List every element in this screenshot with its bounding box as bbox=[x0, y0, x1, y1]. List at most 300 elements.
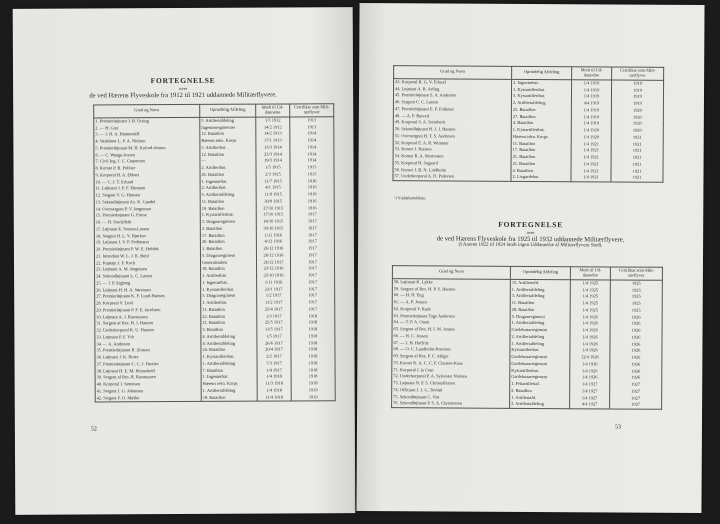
cell-name: 16. — H. Stockfleth bbox=[94, 219, 200, 226]
left-heading bbox=[13, 75, 353, 100]
cell-unit: 18. Bataillon bbox=[201, 394, 257, 402]
cell-name: 5. Premierløjtnant M. H. Koford-Jensen bbox=[94, 145, 200, 152]
cell-certificate: 1918 bbox=[291, 353, 335, 360]
cell-unit: 12. Bataillon bbox=[200, 151, 256, 158]
cell-start: 1/4 1925 bbox=[570, 307, 610, 314]
cell-certificate: 1917 bbox=[291, 299, 335, 306]
cell-name: 43. Korporal R. G. V. Erlund bbox=[394, 78, 512, 86]
cell-unit: 5. Dragonregiment bbox=[201, 293, 257, 300]
col-header-unit: Oprindelig Afdeling bbox=[512, 66, 572, 79]
col-header-unit: Oprindelig Afdeling bbox=[510, 266, 570, 279]
cell-name: 38. Løjtnant H. E. M. Hennebold bbox=[95, 367, 201, 374]
cell-certificate: 1927 bbox=[610, 395, 662, 402]
cell-name: 33. Løjtnant P. F. Ydr bbox=[95, 334, 201, 341]
cell-unit: Hærens tekn. Korps bbox=[200, 138, 256, 145]
cell-start: 1/4 1919 bbox=[571, 114, 611, 121]
cell-unit: 4. Bataillon bbox=[511, 120, 571, 127]
cell-name: 59. Sergent af Res. H. P. S. Hansen bbox=[392, 286, 510, 293]
left-table-header bbox=[94, 104, 334, 118]
cell-name: 53. Kornet J. Hansen bbox=[393, 146, 511, 153]
cell-name: 17. Løjtnant E. Sensen-Lassen bbox=[94, 226, 200, 233]
cell-start: 1/11 1916 bbox=[257, 279, 291, 286]
cell-certificate: 1927 bbox=[610, 388, 662, 395]
cell-unit: Kystartilleribat. bbox=[510, 367, 570, 374]
cell-name: 15. Premierløjtnant G. Friese bbox=[94, 212, 200, 219]
cell-name: 18. Sergent H. L. V. Bjørkov bbox=[94, 232, 200, 239]
cell-name: 22. Kaptajn J. P. Koch bbox=[94, 259, 200, 266]
cell-certificate: 1920 bbox=[611, 107, 663, 114]
cell-certificate: 1917 bbox=[291, 272, 335, 279]
cell-start: 11/3 1918 bbox=[257, 380, 291, 387]
cell-start: 1/4 1926 bbox=[570, 347, 610, 354]
table-row bbox=[392, 400, 662, 409]
cell-certificate: 1921 bbox=[611, 168, 663, 175]
cell-unit: 11. Bataillon bbox=[510, 300, 570, 307]
cell-certificate: 1925 bbox=[610, 300, 662, 307]
cell-name: 36. Løjtnant J. K. Hoier bbox=[95, 354, 201, 361]
cell-start: 17/1 1913 bbox=[256, 137, 290, 144]
cell-unit: 7. Bataillon bbox=[201, 367, 257, 374]
cell-certificate: 1919 bbox=[291, 394, 335, 401]
cell-start: 1/4 1927 bbox=[570, 395, 610, 402]
cell-name: 30. Løjtnant A. J. Rasmussen bbox=[95, 313, 201, 320]
cell-certificate: 1919 bbox=[612, 80, 664, 88]
cell-start: 4/4 1927 bbox=[570, 401, 610, 408]
cell-name: 19. Løjtnant J. V. P. Fedtmann bbox=[94, 239, 200, 246]
left-over: over bbox=[179, 85, 188, 92]
col-header-certificate: Certifikat som Mili-tærflyver bbox=[612, 67, 664, 80]
cell-start: 1/4 1920 bbox=[571, 134, 611, 141]
cell-start: 30/9 1915 bbox=[256, 198, 290, 205]
cell-name: 52. Korporal E. A. R. Wimmer bbox=[393, 140, 511, 147]
cell-start: 30/10 1915 bbox=[256, 225, 290, 232]
cell-certificate: 1925 bbox=[610, 280, 662, 288]
cell-unit: 5. Artilleriafdeling bbox=[200, 117, 256, 125]
cell-unit: 19. Bataillon bbox=[200, 205, 256, 212]
right-page bbox=[356, 3, 704, 513]
cell-certificate: 1918 bbox=[291, 340, 335, 347]
cell-unit: 1. Kystartilleribat. bbox=[511, 127, 571, 134]
cell-certificate: 1921 bbox=[611, 175, 663, 183]
col-header-name: Grad og Navn bbox=[392, 266, 510, 279]
cell-name: 25. — J. P. Ergberg bbox=[95, 280, 201, 287]
cell-unit: 4. Artilleriafdeling bbox=[201, 340, 257, 347]
cell-start: 1/4 1920 bbox=[571, 127, 611, 134]
cell-certificate: 1920 bbox=[611, 121, 663, 128]
cell-unit: 2. Ingeniørbat. bbox=[512, 79, 572, 87]
cell-unit: 3. Bataillon bbox=[201, 327, 257, 334]
cell-start: 1/4 1919 bbox=[571, 93, 611, 100]
cell-certificate: 1921 bbox=[611, 134, 663, 141]
cell-start: 1/4 1926 bbox=[570, 314, 610, 321]
cell-start: 1/4 1926 bbox=[570, 334, 610, 341]
cell-start: 25/10 1916 bbox=[257, 272, 291, 279]
cell-unit: 1. Artilleriafdeling bbox=[510, 340, 570, 347]
cell-certificate: 1918 bbox=[291, 360, 335, 367]
cell-start: 1/4 1918 bbox=[257, 374, 291, 381]
cell-certificate: 1914 bbox=[290, 137, 334, 144]
cell-unit: 1. Kystartilleribat. bbox=[201, 354, 257, 361]
cell-name: 66. — H. C. Jensen bbox=[392, 333, 510, 340]
cell-start: 1/4 1921 bbox=[571, 168, 611, 175]
left-register-table bbox=[93, 103, 336, 402]
cell-unit: 24. Bataillon bbox=[201, 347, 257, 354]
cell-certificate: 1926 bbox=[610, 354, 662, 361]
cell-name: 34. — A. Andersen bbox=[95, 340, 201, 347]
cell-name: 47. Premierløjtnant E. F. Folkmar bbox=[393, 106, 511, 113]
cell-unit: — bbox=[200, 158, 256, 165]
cell-start: 4/4 1919 bbox=[571, 100, 611, 107]
cell-start: 1/4 1926 bbox=[570, 368, 610, 375]
cell-certificate: 1926 bbox=[610, 368, 662, 375]
cell-name: 28. Korporal V. Lind bbox=[95, 300, 201, 307]
cell-certificate: 1916 bbox=[290, 184, 334, 191]
right-subtitle: de ved Hærens Flyveskole fra 1925 til 1932 uddannede Militærflyvere. bbox=[436, 235, 625, 244]
right-register-table-2 bbox=[391, 265, 663, 410]
cell-start: 23/1 1917 bbox=[257, 286, 291, 293]
cell-name: 41. Sergent J. G. Johansen bbox=[95, 388, 201, 395]
cell-certificate: 1917 bbox=[291, 286, 335, 293]
right-over: over bbox=[526, 229, 535, 236]
cell-unit: 2. Artilleribat. bbox=[200, 165, 256, 172]
cell-unit: 1. Artilleriafdeling bbox=[510, 320, 570, 327]
cell-name: 72. Underkorporal P. A. Sylvester Nielsen bbox=[392, 373, 510, 380]
cell-unit: 1. Artilleribat. bbox=[201, 273, 257, 280]
cell-unit: 17. Bataillon bbox=[511, 147, 571, 154]
cell-certificate: 1914 bbox=[290, 144, 334, 151]
cell-start: 1/4 1921 bbox=[571, 141, 611, 148]
right-register-table-1 bbox=[392, 65, 664, 183]
cell-certificate: 1927 bbox=[610, 381, 662, 388]
cell-start: 1/11 1916 bbox=[256, 232, 290, 239]
cell-certificate: 1926 bbox=[610, 334, 662, 341]
cell-unit: 1. Artilleribat. bbox=[201, 300, 257, 307]
cell-name: 8. Kornet P. B. Pollner bbox=[94, 165, 200, 172]
cell-certificate: 1926 bbox=[610, 348, 662, 355]
cell-name: 9. Korporal H. A. Ebbert bbox=[94, 172, 200, 179]
left-subtitle: de ved Hærens Flyveskole fra 1912 til 1921 uddannede Militærflyvere. bbox=[89, 91, 277, 100]
cell-unit: Hærens tekn. Korps bbox=[511, 134, 571, 141]
cell-start: 1/4 1919 bbox=[572, 79, 612, 86]
cell-unit: 1. Artilleriafdeling bbox=[201, 387, 257, 394]
cell-start: 2/3 1915 bbox=[256, 171, 290, 178]
cell-unit: 11. Bataillon bbox=[511, 140, 571, 147]
cell-unit: 25. Bataillon bbox=[511, 107, 571, 114]
cell-name: 55. Korporal H. Sogaard bbox=[393, 160, 511, 167]
cell-start: 23/3 1914 bbox=[256, 151, 290, 158]
cell-name: 23. Løjtnant A. M. Jørgensen bbox=[95, 266, 201, 273]
cell-name: 27. Premierløjtnant K. F. Lund-Hansen bbox=[95, 293, 201, 300]
cell-unit: 11. Bataillon bbox=[201, 306, 257, 313]
cell-certificate: 1925 bbox=[610, 294, 662, 301]
cell-start: 4/12 1916 bbox=[256, 239, 290, 246]
cell-name: 32. Underkorporal K. U. Hansen bbox=[95, 327, 201, 334]
cell-name: 6. — C. Waage-Jessen bbox=[94, 151, 200, 158]
cell-unit: 45. Bataillon bbox=[200, 171, 256, 178]
cell-certificate: 1927 bbox=[610, 402, 662, 410]
cell-start: 1/4 1926 bbox=[570, 327, 610, 334]
cell-start: 11/4 1918 bbox=[257, 394, 291, 401]
right-heading bbox=[358, 219, 703, 249]
cell-name: 12. Sergent V. G. Hansen bbox=[94, 192, 200, 199]
cell-unit: 17. Bataillon bbox=[200, 232, 256, 239]
cell-start: 1/2 1917 bbox=[257, 293, 291, 300]
cell-unit: 18. Bataillon bbox=[201, 266, 257, 273]
cell-unit: 2. Artilleribat. bbox=[200, 185, 256, 192]
cell-certificate: 1916 bbox=[290, 198, 334, 205]
cell-unit: 2. Artilleriafdeling bbox=[511, 100, 571, 107]
cell-start: 1/4 1921 bbox=[571, 154, 611, 161]
cell-unit: 1. Artilleriafdeling bbox=[201, 360, 257, 367]
cell-unit: 21. Bataillon bbox=[201, 320, 257, 327]
cell-certificate: 1926 bbox=[610, 375, 662, 382]
cell-certificate: 1919 bbox=[611, 100, 663, 107]
page-number-right: 53 bbox=[614, 424, 621, 431]
cell-start: 20/4 1917 bbox=[257, 347, 291, 354]
cell-unit: 1. Kystartilleribat. bbox=[512, 86, 572, 93]
cell-start: 1/4 1926 bbox=[570, 374, 610, 381]
cell-start: 1/3 1912 bbox=[256, 117, 290, 124]
cell-name: 20. Premierløjtnant P. W. E. Holdek bbox=[94, 246, 200, 253]
cell-certificate: 1919 bbox=[291, 387, 335, 394]
cell-start: 1/4 1925 bbox=[570, 287, 610, 294]
cell-unit: 15. Artilleriafd. bbox=[510, 279, 570, 287]
right-note: (I Aarene 1922 til 1924 fandt ingen Uddannelse af Militærflyvere Sted). bbox=[458, 242, 603, 249]
table-row bbox=[393, 173, 663, 182]
col-header-certificate: Certifikat som Mili-tærflyver bbox=[610, 267, 662, 280]
cell-certificate: 1917 bbox=[290, 232, 334, 239]
cell-certificate: 1919 bbox=[612, 87, 664, 94]
cell-start: 11/2 1917 bbox=[257, 299, 291, 306]
cell-start: 1/4 1925 bbox=[570, 300, 610, 307]
cell-certificate: 1919 bbox=[611, 94, 663, 101]
cell-unit: 1. Feltartilleriaf. bbox=[510, 381, 570, 388]
cell-name: 14. Oversergent P. V. Jørgensen bbox=[94, 205, 200, 212]
cell-certificate: 1917 bbox=[290, 238, 334, 245]
cell-unit: 2. Artilleriafdeling bbox=[510, 334, 570, 341]
cell-name: 31. Sergent af Res. H. J. Hansen bbox=[95, 320, 201, 327]
cell-unit: 2. Livgardebat. bbox=[511, 174, 571, 182]
cell-unit: 1. Ingeniørbat. bbox=[200, 178, 256, 185]
cell-name: 29. Premierløjtnant P. F. E. Jacobsen bbox=[95, 307, 201, 314]
cell-name: 13. Sekondløjtnant Ax. K. Gandel bbox=[94, 199, 200, 206]
cell-certificate: 1920 bbox=[611, 127, 663, 134]
cell-unit: Kystartilleribat. bbox=[510, 347, 570, 354]
cell-unit: 5. Dragonregiment bbox=[200, 252, 256, 259]
cell-certificate: 1921 bbox=[611, 141, 663, 148]
cell-name: 71. Korporal J. la Cour bbox=[392, 367, 510, 374]
cell-start: 26/12 1917 bbox=[256, 259, 290, 266]
cell-certificate: 1918 bbox=[291, 380, 335, 387]
cell-unit: 1. Ingeniørbat. bbox=[201, 279, 257, 286]
cell-start: 25/5 1917 bbox=[257, 320, 291, 327]
cell-unit: 21. Bataillon bbox=[511, 154, 571, 161]
cell-name: 74. Officiant J. J. G. Tovbøl bbox=[392, 387, 510, 394]
cell-name: 76. Sekondløjtnant P. S. A. Christensen bbox=[392, 400, 510, 408]
cell-certificate: 1926 bbox=[610, 361, 662, 368]
cell-unit: 2. Bataillon bbox=[510, 388, 570, 395]
cell-start: 11/9 1915 bbox=[256, 191, 290, 198]
cell-name: 3. — J. H. A. Hammeleff bbox=[94, 131, 200, 138]
cell-certificate: 1916 bbox=[290, 205, 334, 212]
cell-name: 65. Sergent af Res. H. I. M. Jensen bbox=[392, 326, 510, 333]
footnote: ¹) Ynddeluntsbilder. bbox=[394, 195, 427, 201]
cell-name: 48. — A. P. Botved bbox=[393, 113, 511, 120]
col-header-name: Grad og Navn bbox=[94, 104, 200, 117]
cell-start: 1/4 1918 bbox=[257, 387, 291, 394]
col-header-name: Grad og Navn bbox=[394, 66, 512, 79]
cell-certificate: 1914 bbox=[290, 151, 334, 158]
cell-start: 7/3 1917 bbox=[257, 360, 291, 367]
cell-unit: Gardehusarregiment bbox=[510, 354, 570, 361]
cell-certificate: 1925 bbox=[610, 307, 662, 314]
col-header-start: Medt til Ud-dannelse bbox=[570, 267, 610, 280]
cell-name: 46. Sergent C. C. Larsen bbox=[393, 99, 511, 106]
cell-certificate: 1918 bbox=[291, 367, 335, 374]
cell-start: 1/4 1926 bbox=[570, 320, 610, 327]
cell-name: 42. Sergent F. O. Møller bbox=[95, 394, 201, 402]
cell-name: 11. Løjtnant J. P. F. Ekmann bbox=[94, 185, 200, 192]
cell-certificate: 1914 bbox=[290, 130, 334, 137]
cell-start: 13/3 1914 bbox=[256, 144, 290, 151]
cell-unit: Generalstaben bbox=[200, 259, 256, 266]
cell-start: 23/12 1916 bbox=[257, 266, 291, 273]
cell-start: 26/6 1917 bbox=[257, 340, 291, 347]
cell-name: 37. Premierløjtnant C. C. J. Førslev bbox=[95, 361, 201, 368]
cell-start: 1/4 1917 bbox=[257, 367, 291, 374]
cell-name: 58. Løjtnant K. Lykke bbox=[392, 278, 510, 286]
cell-start: 1/4 1926 bbox=[570, 361, 610, 368]
cell-start: 1/4 1925 bbox=[570, 293, 610, 300]
cell-certificate: 1917 bbox=[290, 252, 334, 259]
cell-start: 1/4 1921 bbox=[571, 147, 611, 154]
cell-unit: 21. Bataillon bbox=[511, 161, 571, 168]
cell-certificate: 1916 bbox=[290, 178, 334, 185]
cell-certificate: 1917 bbox=[291, 279, 335, 286]
cell-certificate: 1917 bbox=[291, 292, 335, 299]
cell-certificate: 1918 bbox=[291, 313, 335, 320]
cell-start: 1/4 1927 bbox=[570, 381, 610, 388]
cell-name: 67. — J. H. Hoffritz bbox=[392, 340, 510, 347]
cell-start: 1/4 1921 bbox=[571, 174, 611, 181]
page-number-left: 52 bbox=[90, 426, 97, 433]
cell-name: 60. — H. H. Eng bbox=[392, 292, 510, 299]
right-title: FORTEGNELSE bbox=[498, 219, 564, 230]
cell-name: 26. Løjtnant H. H. A. Sørensen bbox=[95, 286, 201, 293]
cell-name: 56. Kornet J. B. N. Lindholm bbox=[393, 167, 511, 174]
left-title: FORTEGNELSE bbox=[150, 75, 216, 86]
cell-certificate: 1918 bbox=[291, 373, 335, 380]
cell-unit: 12. Bataillon bbox=[200, 131, 256, 138]
cell-start: 2/2 1917 bbox=[257, 353, 291, 360]
cell-certificate: 1926 bbox=[610, 341, 662, 348]
col-header-certificate: Certifikat som Mili-tærflyver bbox=[290, 104, 334, 117]
cell-certificate: 1917 bbox=[290, 245, 334, 252]
cell-start: 1/4 1919 bbox=[571, 107, 611, 114]
cell-start: 26/12 1916 bbox=[256, 245, 290, 252]
cell-start: 14/2 1913 bbox=[256, 131, 290, 138]
cell-name: 50. Sekondløjtnant H. J. J. Hansen bbox=[393, 126, 511, 133]
cell-name: 10. — C. J. T. Erlund bbox=[94, 178, 200, 185]
cell-unit: 11. Bataillon bbox=[200, 198, 256, 205]
cell-unit: Hærens tekn. Korps bbox=[201, 381, 257, 388]
cell-start: 14/2 1912 bbox=[256, 124, 290, 131]
cell-name: 2. — H. Grut bbox=[94, 124, 200, 131]
cell-certificate: 1917 bbox=[291, 306, 335, 313]
cell-unit: 22. Bataillon bbox=[201, 313, 257, 320]
cell-certificate: 1926 bbox=[610, 327, 662, 334]
cell-name: 75. Sekondløjtnant C. Vist bbox=[392, 394, 510, 401]
cell-start: 1/4 1921 bbox=[571, 161, 611, 168]
cell-certificate: 1926 bbox=[610, 321, 662, 328]
cell-start: 19/3 1914 bbox=[256, 158, 290, 165]
cell-unit: 1. Artilleriafdeling bbox=[510, 286, 570, 293]
cell-unit: 1. Artilleriafd. bbox=[510, 394, 570, 401]
cell-certificate: 1915 bbox=[290, 164, 334, 171]
cell-certificate: 1921 bbox=[611, 161, 663, 168]
cell-name: 61. — A. P. Jensen bbox=[392, 299, 510, 306]
cell-unit: Ingeniørregimentet bbox=[200, 124, 256, 131]
cell-start: 25/4 1917 bbox=[257, 306, 291, 313]
cell-unit: 1. Ingeniørbat. bbox=[201, 374, 257, 381]
cell-start: 26/12 1916 bbox=[256, 252, 290, 259]
cell-unit: 5. Dragonregiment bbox=[510, 313, 570, 320]
cell-name: 39. Sergent af Res. R. Rasmussen bbox=[95, 374, 201, 381]
cell-name: 49. Korporal S. A. Steinbeck bbox=[393, 119, 511, 126]
cell-name: 54. Kornet R. A. Mortensen bbox=[393, 153, 511, 160]
col-header-unit: Oprindelig Afdeling bbox=[200, 104, 256, 117]
cell-unit: 5. Artilleribat. bbox=[200, 144, 256, 151]
cell-certificate: 1920 bbox=[611, 114, 663, 121]
cell-unit: 1. Kystartilleribat. bbox=[200, 212, 256, 219]
left-page bbox=[13, 7, 356, 515]
cell-start: 13/5 1917 bbox=[257, 326, 291, 333]
cell-start: 18/10 1915 bbox=[256, 218, 290, 225]
cell-unit: 1. Bataillon bbox=[200, 246, 256, 253]
cell-name: 21. Intendant W. L. J. K. Buhl bbox=[94, 253, 200, 260]
cell-start: 17/10 1915 bbox=[256, 212, 290, 219]
cell-certificate: 1918 bbox=[291, 333, 335, 340]
cell-unit: 1. Kystartilleribat. bbox=[201, 286, 257, 293]
col-header-start: Medt til Ud-dannelse bbox=[572, 67, 612, 80]
cell-certificate: 1926 bbox=[610, 314, 662, 321]
cell-unit: 3. Artilleriafdeling bbox=[510, 293, 570, 300]
cell-unit: 2. Artilleriafdeling bbox=[510, 401, 570, 409]
cell-name: 40. Korporal J. Sørensen bbox=[95, 381, 201, 388]
cell-start: 12/4 1926 bbox=[570, 354, 610, 361]
cell-unit: 4. Artilleriafdeling bbox=[201, 333, 257, 340]
cell-name: 68. — O. C. Lundholm-Petersen bbox=[392, 346, 510, 353]
cell-start: 1/3 1917 bbox=[257, 313, 291, 320]
cell-name: 7. Civil Ing. J. C. Caspersen bbox=[94, 158, 200, 165]
cell-certificate: 1915 bbox=[290, 171, 334, 178]
cell-certificate: 1917 bbox=[290, 225, 334, 232]
cell-certificate: 1918 bbox=[291, 319, 335, 326]
cell-name: 24. Sekondløjtnant L. C. Larsen bbox=[95, 273, 201, 280]
cell-unit: Gardehusarregiment bbox=[510, 374, 570, 381]
cell-certificate: 1916 bbox=[290, 191, 334, 198]
cell-start: 1/5 1917 bbox=[257, 333, 291, 340]
cell-name: 51. Oversergent H. T. S. Andersen bbox=[393, 133, 511, 140]
cell-unit: 5. Kystartilleribat. bbox=[511, 93, 571, 100]
cell-name: 70. Kornet K. A. C. C. F. Clausen-Kaas bbox=[392, 360, 510, 367]
cell-start: 4/1 1915 bbox=[256, 185, 290, 192]
cell-unit: 26. Bataillon bbox=[200, 239, 256, 246]
cell-certificate: 1917 bbox=[291, 265, 335, 272]
cell-name: 73. Løjtnant N. P. S. Christoffersen bbox=[392, 380, 510, 387]
cell-name: 45. Premierløjtnant S. A. Andersen bbox=[393, 92, 511, 99]
cell-start: 1/5 1915 bbox=[256, 164, 290, 171]
